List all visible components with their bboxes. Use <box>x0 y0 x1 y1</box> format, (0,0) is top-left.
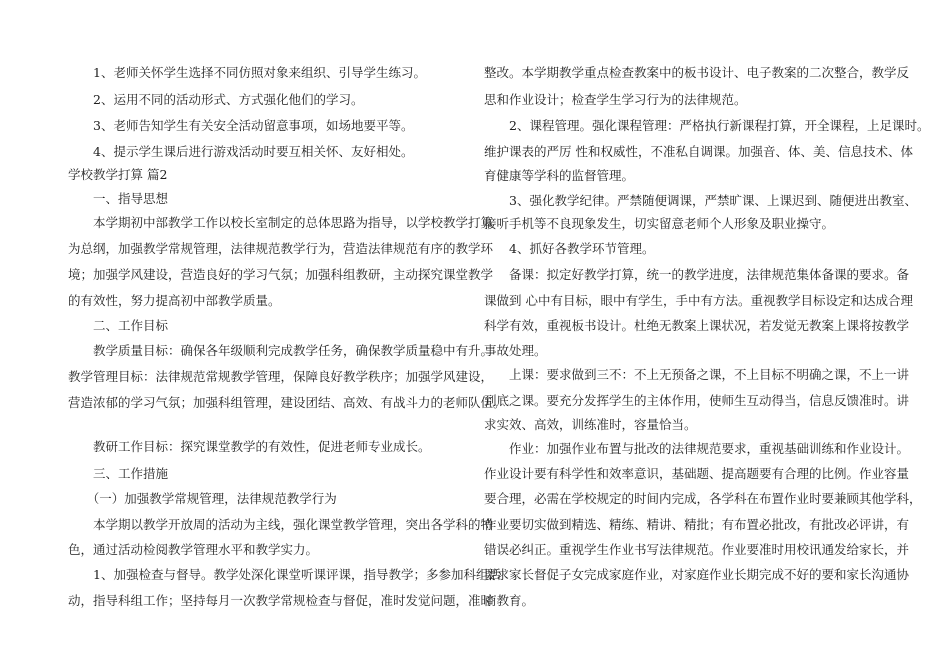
text-line: 科学有效，重视板书设计。杜绝无教案上课状况，若发觉无教案上课将按教学 <box>484 318 910 333</box>
text-line: 维护课表的严厉 性和权威性，不准私自调课。加强音、体、美、信息技术、体 <box>484 144 913 159</box>
left-column <box>68 0 506 672</box>
text-line: 2、课程管理。强化课程管理：严格执行新课程打算，开全课程，上足课时。 <box>484 118 930 133</box>
text-line: 商教育。 <box>484 593 535 608</box>
text-line: 本学期以教学开放周的活动为主线，强化课堂教学管理，突出各学科的特 <box>68 517 494 532</box>
text-line: 境；加强学风建设，营造良好的学习气氛；加强科组教研，主动探究课堂教学 <box>68 267 494 282</box>
text-line: 1、老师关怀学生选择不同仿照对象来组织、引导学生练习。 <box>68 65 426 80</box>
text-line: 整改。本学期教学重点检查教案中的板书设计、电子教案的二次整合，教学反 <box>484 65 910 80</box>
text-line: 思和作业设计；检查学生学习行为的法律规范。 <box>484 92 747 107</box>
text-line: 上课：要求做到三不：不上无预备之课，不上目标不明确之课，不上一讲 <box>484 367 910 382</box>
text-line: 事故处理。 <box>484 343 547 358</box>
text-line: 到底之课。要充分发挥学生的主体作用，使师生互动得当，信息反馈准时。讲 <box>484 393 910 408</box>
text-line: 1、加强检查与督导。教学处深化课堂听课评课，指导教学；多参加科组活 <box>68 567 501 582</box>
text-line: 育健康等学科的监督管理。 <box>484 168 635 183</box>
text-line: 动，指导科组工作；坚持每月一次教学常规检查与督促，准时发觉问题，准时 <box>68 593 494 608</box>
section-heading: 学校教学打算 篇2 <box>68 167 168 182</box>
text-line: 的有效性，努力提高初中部教学质量。 <box>68 293 281 308</box>
text-line: 要求家长督促子女完成家庭作业，对家庭作业长期完成不好的要和家长沟通协 <box>484 567 910 582</box>
text-line: 接听手机等不良现象发生，切实留意老师个人形象及职业操守。 <box>484 216 835 231</box>
text-line: 教学管理目标：法律规范常规教学管理，保障良好教学秩序；加强学风建设， <box>68 369 494 384</box>
text-line: 作业：加强作业布置与批改的法律规范要求，重视基础训练和作业设计。 <box>484 441 910 456</box>
text-line: 求实效、高效，训练准时，容量恰当。 <box>484 417 697 432</box>
text-line: 作业设计要有科学性和效率意识，基础题、提高题要有合理的比例。作业容量 <box>484 466 910 481</box>
subheading: 4、抓好各教学环节管理。 <box>484 241 655 256</box>
subheading: 一、指导思想 <box>68 191 169 206</box>
text-line: 2、运用不同的活动形式、方式强化他们的学习。 <box>68 92 364 107</box>
text-line: 备课：拟定好教学打算，统一的教学进度，法律规范集体备课的要求。备 <box>484 267 910 282</box>
text-line: 本学期初中部教学工作以校长室制定的总体思路为指导，以学校教学打算 <box>68 215 494 230</box>
subheading: （一）加强教学常规管理，法律规范教学行为 <box>68 491 337 506</box>
text-line: 营造浓郁的学习气氛；加强科组管理，建设团结、高效、有战斗力的老师队伍。 <box>68 395 506 410</box>
text-line: 4、提示学生课后进行游戏活动时要互相关怀、友好相处。 <box>68 144 414 159</box>
text-line: 3、强化教学纪律。严禁随便调课，严禁旷课、上课迟到、随便进出教室、 <box>484 193 917 208</box>
subheading: 二、工作目标 <box>68 318 169 333</box>
text-line: 要合理，必需在学校规定的时间内完成，各学科在布置作业时要兼顾其他学科， <box>484 491 922 506</box>
text-line: 作业要切实做到精选、精练、精讲、精批；有布置必批改，有批改必评讲，有 <box>484 517 910 532</box>
text-line: 教学质量目标：确保各年级顺利完成教学任务，确保教学质量稳中有升。 <box>68 343 494 358</box>
text-line: 3、老师告知学生有关安全活动留意事项，如场地要平等。 <box>68 118 414 133</box>
text-line: 课做到 心中有目标，眼中有学生，手中有方法。重视教学目标设定和达成合理 <box>484 293 913 308</box>
text-line: 错误必纠正。重视学生作业书写法律规范。作业要准时用校讯通发给家长，并 <box>484 542 910 557</box>
text-line: 色，通过活动检阅教学管理水平和教学实力。 <box>68 542 319 557</box>
subheading: 三、工作措施 <box>68 466 169 481</box>
text-line: 教研工作目标：探究课堂教学的有效性，促进老师专业成长。 <box>68 439 431 454</box>
text-line: 为总纲，加强教学常规管理，法律规范教学行为，营造法律规范有序的教学环 <box>68 241 494 256</box>
right-column <box>484 0 930 672</box>
